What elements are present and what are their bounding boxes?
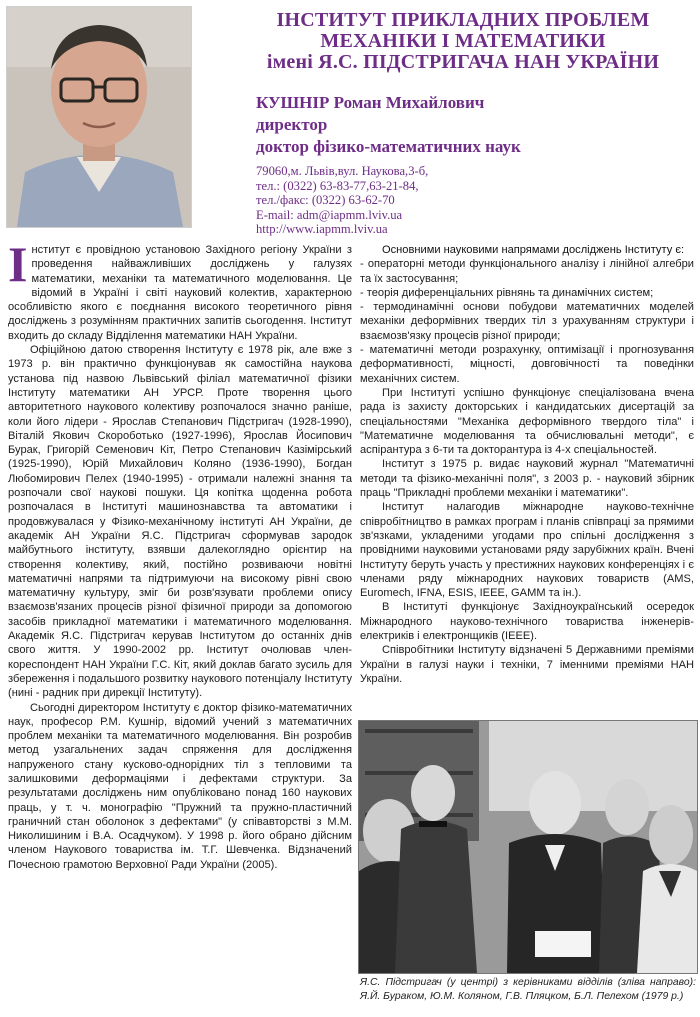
direction-item: - теорія диференціальних рівнянь та динамічних систем; xyxy=(360,286,654,299)
director-portrait xyxy=(6,6,192,228)
cooperation-paragraph: Інститут налагодив міжнародне науково-технічне співробітництво в рамках програм і планів співпраці за прямими зв'язками, укладеними угодами про спільні дослідження з провідними науковими установами ряду зарубіжних країн. Вчені Інституту беруть участь у престижних наукових конференціях і є членами ряду міжнародних наукових товариств (AMS, Euromech, IFNA, ESIS, IEEE, GAMM та ін.). xyxy=(360,501,694,600)
title-line-2: МЕХАНІКИ І МАТЕМАТИКИ xyxy=(320,30,606,52)
director-position: директор xyxy=(256,115,328,134)
council-paragraph: При Інституті успішно функціонує спеціалізована вчена рада із захисту докторських і кандидатських дисертацій за спеціальностями "Механіка деформівного твердого тіла" і "Математичне моделювання та обчислювальні методи", є аспірантура з 6-ти та докторантура із 4-х спеціальностей. xyxy=(360,386,694,457)
direction-item: - операторні методи функціонального аналізу і лінійної алгебри та їх застосування; xyxy=(360,258,694,285)
director-paragraph: Сьогодні директором Інституту є доктор фізико-математичних наук, професор Р.М. Кушнір, відомий учений з математичних проблем механіки та математичного моделювання. Він розробив метод узагальнених задач спряження для дослідження напруженого стану кусково-однорідних тіл з тепловими та залишковими деформаціями і дефектами структури. За результатами досліджень ним опубліковано понад 160 наукових праць, у т. ч. монографію "Пружний та пружно-пластичний граничний стан оболонок з дефектами" (у співавторстві з М.М. Николишиним і В.А. Осадчуком). У 1998 р. його обрано дійсним членом Наукового товариства ім. Т.Г. Шевченка. Відзначений Почесною грамотою Верховної Ради України (2005). xyxy=(8,701,352,871)
title-line-3: імені Я.С. ПІДСТРИГАЧА НАН УКРАЇНИ xyxy=(266,51,660,73)
dropcap-letter: І xyxy=(8,236,28,292)
institute-title xyxy=(232,10,694,73)
direction-item: - термодинамічні основи побудови математичних моделей механіки деформівних твердих тіл з урахуванням структури і взаємозв'язку процесів різної природи; xyxy=(360,301,694,342)
research-directions-heading: Основними науковими напрямами досліджень Інституту є: xyxy=(382,244,685,256)
contacts-block xyxy=(256,164,696,237)
intro-paragraph xyxy=(8,236,352,343)
history-paragraph: Офіційною датою створення Інституту є 1978 рік, але вже з 1973 р. він практично функціонував як самостійна наукова установа під назвою Львівський філіал математичної фізики Інституту математики АН УРСР. Проте творення цього авторитетного наукового колективу розпочалося значно раніше, коли його лідери - Ярослав Степанович Підстригач (1928-1990), Віталій Якович Скороботько (1927-1996), Ярослав Йосипович Бурак, Григорій Семенович Кіт, Петро Степанович Казімірський (1925-1990), Юрій Михайлович Коляно (1936-1990), Богдан Любомирович Пелех (1940-1995) - отримали належні знання та розпочали свої наукові пошуки. Ця копітка щоденна робота розпочалася в Інституті машинознавства та автоматики і продовжувалася у Фізико-механічному інституті АН України, де академік АН України Я.С. Підстригач сформував зародок майбутнього інституту, взявши далекоглядно орієнтир на створення колективу, який, постійно розвиваючи новітні математичні напрями та підтримуючи на високому рівні свою математичну культуру, зміг би розв'язувати проблеми опису взаємозв'язаних процесів різної фізичної природи за допомогою засобів прикладної математики і математичного моделювання. Академік Я.С. Підстригач керував Інститутом до останніх днів свого життя. У 1990-2002 рр. Інститут очолював член-кореспондент НАН України Г.С. Кіт, який доклав багато зусиль для збереження і подальшого розвитку наукового потенціалу Інституту (нині - радник при дирекції Інституту). xyxy=(8,344,352,700)
title-line-1: ІНСТИТУТ ПРИКЛАДНИХ ПРОБЛЕМ xyxy=(276,9,650,31)
ieee-paragraph: В Інституті функціонує Західноукраїнський осередок Міжнародного науково-технічного товариства інженерів-електриків і електронщиків (IEEE). xyxy=(360,601,694,643)
contact-phone: тел.: (0322) 63-83-77,63-21-84, xyxy=(256,178,419,193)
director-degree: доктор фізико-математичних наук xyxy=(256,137,521,156)
journal-paragraph: Інститут з 1975 р. видає науковий журнал "Математичні методи та фізико-механічні поля", з 2003 р. - науковий збірник праць "Прикладні проблеми механіки і математики". xyxy=(360,458,694,500)
contact-website[interactable]: http://www.iapmm.lviv.ua xyxy=(256,222,388,237)
direction-item: - математичні методи розрахунку, оптимізації і прогнозування деформативності, міцності, довговічності та поведінки механічних систем. xyxy=(360,344,694,385)
awards-paragraph: Співробітники Інституту відзначені 5 Державними преміями України в галузі науки і техніки, 7 іменними преміями НАН України. xyxy=(360,644,694,685)
contact-address: 79060,м. Львів,вул. Наукова,3-б, xyxy=(256,164,429,178)
intro-text: нститут є провідною установою Західного регіону України з проведення найважливіших досліджень у галузях математики, механіки та математичного моделювання. Це відомий в Україні і світі науковий колектив, характерною особливістю якого є поєднання високого теоретичного рівня досліджень з розумінням практичних запитів сьогодення. Інститут входить до складу Відділення математики НАН України. xyxy=(8,244,352,342)
director-name: КУШНІР Роман Михайлович xyxy=(256,93,485,112)
contact-email[interactable]: E-mail: adm@iapmm.lviv.ua xyxy=(256,207,403,222)
group-photo-image xyxy=(359,721,697,973)
contact-fax: тел./факс: (0322) 63-62-70 xyxy=(256,193,395,208)
right-column xyxy=(360,243,694,686)
director-portrait-image xyxy=(7,7,191,227)
director-info xyxy=(256,92,696,158)
photo-caption: Я.С. Підстригач (у центрі) з керівниками відділів (зліва направо): Я.Й. Бураком, Ю.М. Коляном, Г.В. Пляцком, Б.Л. Пелехом (1979 р.) xyxy=(360,977,696,1002)
left-column xyxy=(8,236,352,872)
group-photo xyxy=(358,720,698,974)
